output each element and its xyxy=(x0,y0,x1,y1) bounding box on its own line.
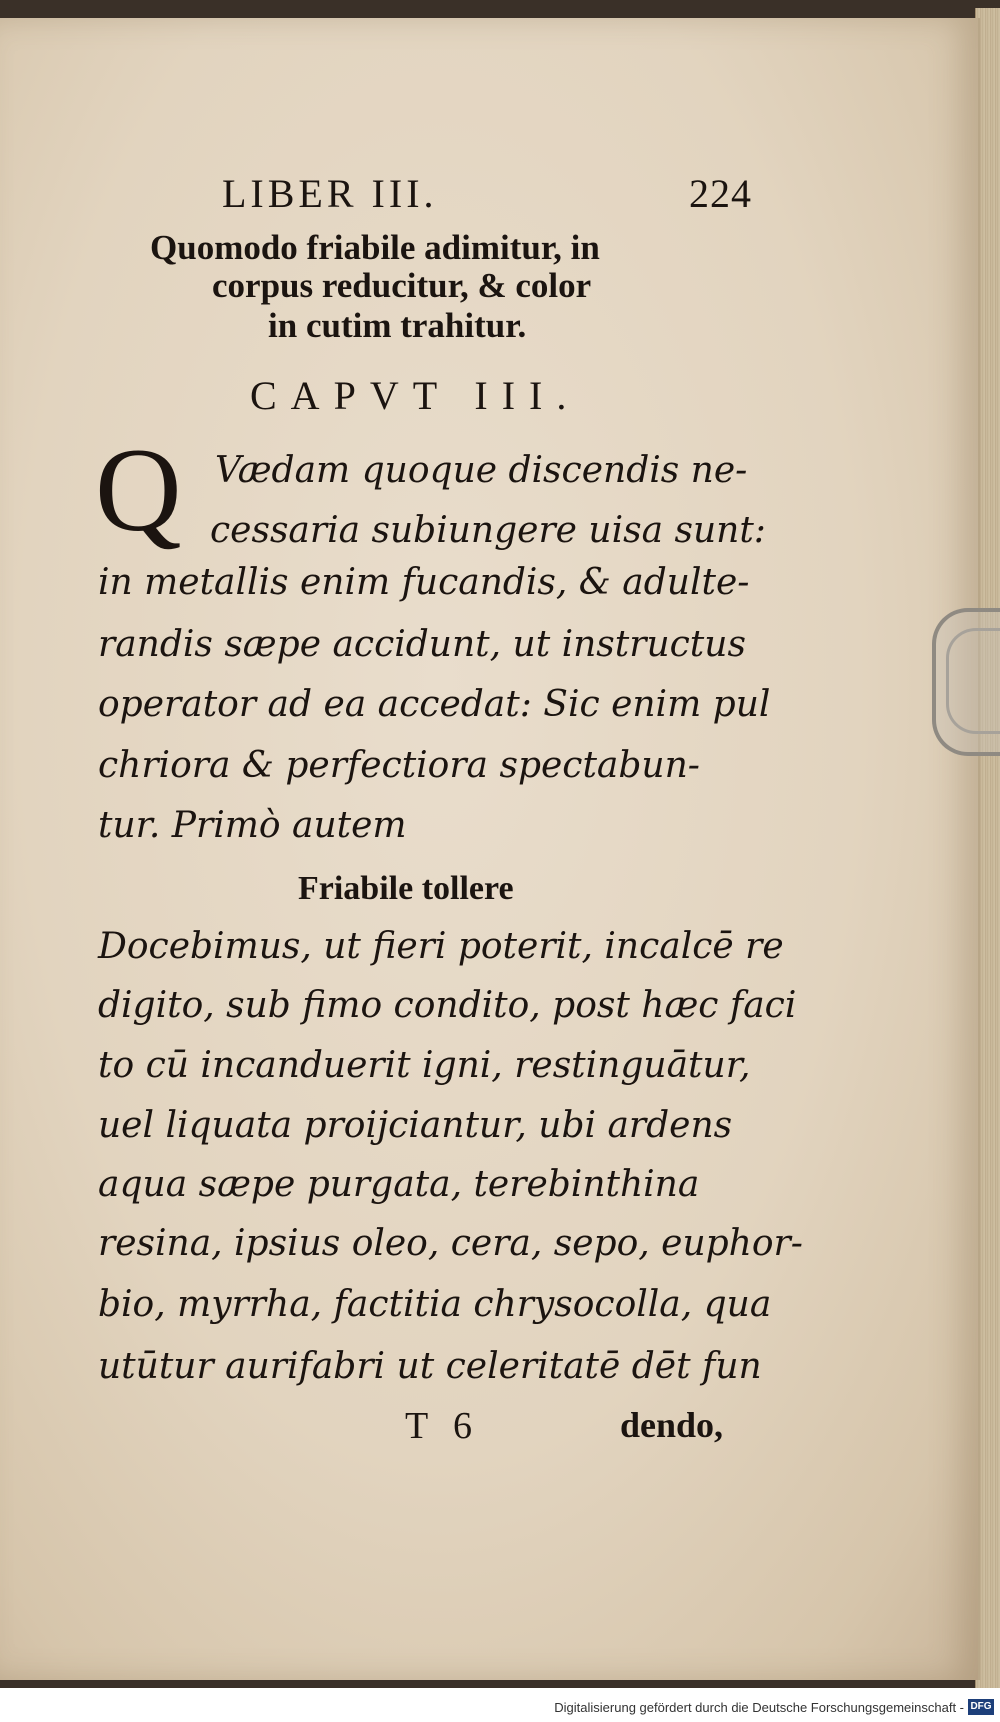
chapter-title-line-2: corpus reducitur, & color xyxy=(212,266,592,305)
catchword: dendo, xyxy=(620,1405,724,1445)
chapter-title-line-3: in cutim trahitur. xyxy=(268,306,527,345)
drop-cap: Q xyxy=(95,423,182,556)
body-line: in metallis enim fucandis, & adulte- xyxy=(98,562,750,603)
section-line: Docebimus, ut fieri poterit, incalcē re xyxy=(98,926,784,967)
section-line: aqua sæpe purgata, terebinthina xyxy=(98,1164,700,1205)
section-line: uel liquata proijciantur, ubi ardens xyxy=(98,1105,733,1146)
section-line: digito, sub fimo condito, post hæc faci xyxy=(98,985,797,1026)
section-line: to cū incanduerit igni, restinguātur, xyxy=(98,1045,751,1086)
body-line: Vædam quoque discendis ne- xyxy=(215,450,748,491)
running-head xyxy=(222,170,752,217)
footer-bar xyxy=(0,1688,1000,1722)
section-line: bio, myrrha, factitia chrysocolla, qua xyxy=(98,1284,772,1325)
funding-credit: Digitalisierung gefördert durch die Deutsche Forschungsgemeinschaft - xyxy=(554,1700,964,1715)
running-head-title: LIBER III. xyxy=(222,171,438,216)
page-clip xyxy=(932,608,1000,756)
body-line: tur. Primò autem xyxy=(98,805,407,846)
body-line: operator ad ea accedat: Sic enim pul xyxy=(98,684,771,725)
signature-mark: T 6 xyxy=(405,1405,481,1447)
chapter-heading: CAPVT III. xyxy=(250,373,581,418)
book-page xyxy=(0,18,980,1680)
body-line: chriora & perfectiora spectabun- xyxy=(98,745,700,786)
page-number: 224 xyxy=(689,171,752,216)
dfg-logo-icon: DFG xyxy=(968,1699,994,1715)
section-heading: Friabile tollere xyxy=(298,870,514,907)
body-line: cessaria subiungere uisa sunt: xyxy=(210,510,766,551)
section-line: resina, ipsius oleo, cera, sepo, euphor- xyxy=(98,1223,803,1264)
chapter-title-line-1: Quomodo friabile adimitur, in xyxy=(150,228,600,267)
section-line: utūtur aurifabri ut celeritatē dēt fun xyxy=(98,1346,762,1387)
body-line: randis sæpe accidunt, ut instructus xyxy=(98,624,746,665)
